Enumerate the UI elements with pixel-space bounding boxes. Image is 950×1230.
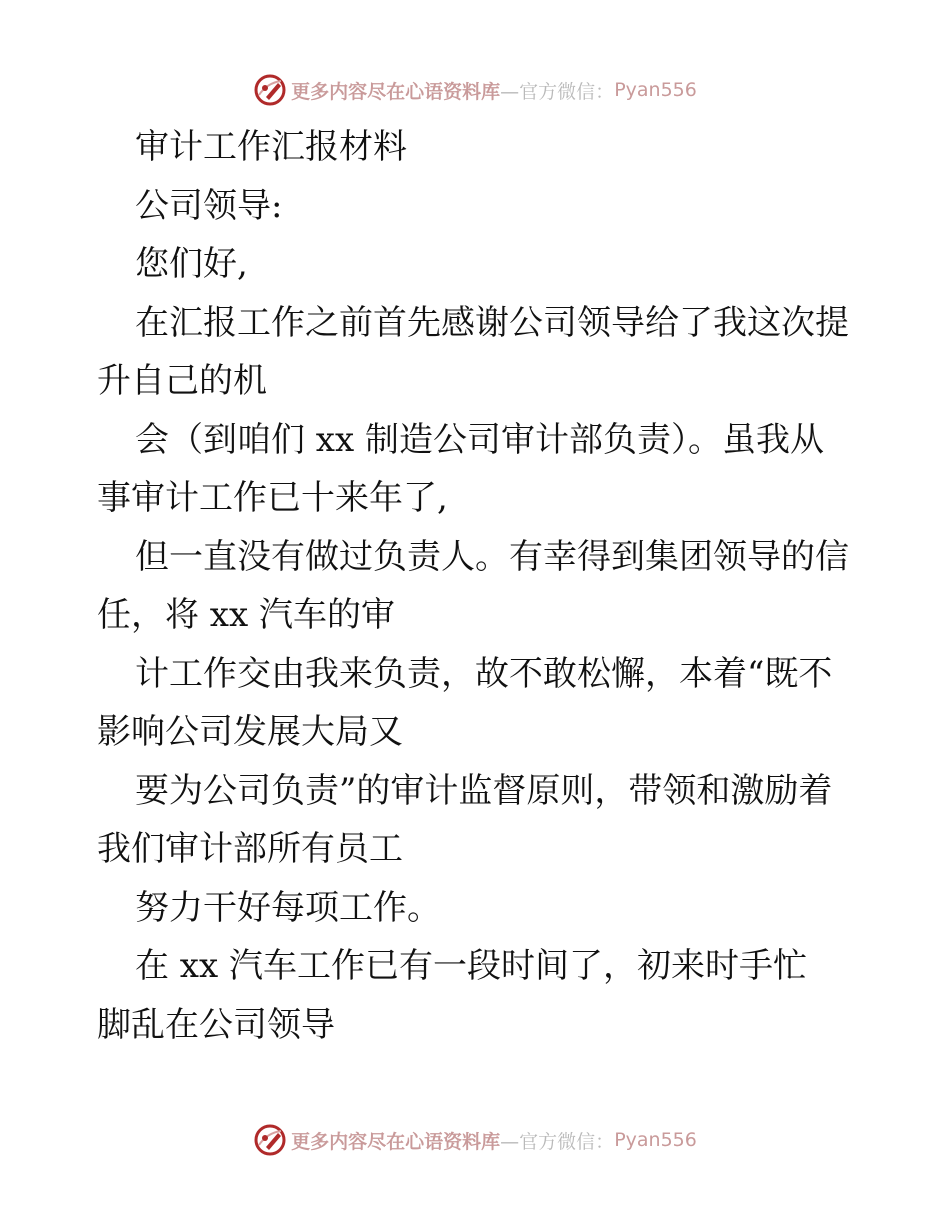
- doc-line: 升自己的机: [97, 361, 267, 401]
- document-body: [97, 118, 857, 1054]
- watermark-text: 更多内容尽在心语资料库: [291, 80, 501, 103]
- doc-line: 我们审计部所有员工: [97, 829, 403, 869]
- doc-line: 在汇报工作之前首先感谢公司领导给了我这次提: [135, 302, 849, 343]
- pen-swirl-logo-icon: [253, 1123, 287, 1157]
- doc-line: 努力干好每项工作。: [135, 887, 441, 928]
- watermark-separator: —官方微信：: [500, 80, 615, 103]
- doc-title: 审计工作汇报材料: [135, 127, 407, 167]
- doc-line: 事审计工作已十来年了,: [97, 478, 448, 518]
- doc-line: 要为公司负责”的审计监督原则，带领和激励着: [135, 770, 833, 811]
- watermark-account: Pyan556: [614, 79, 697, 101]
- watermark-account: Pyan556: [614, 1129, 697, 1151]
- pen-swirl-logo-icon: [253, 73, 287, 107]
- doc-line: 计工作交由我来负责，故不敢松懈，本着“既不: [135, 653, 833, 694]
- footer-watermark: [0, 1122, 950, 1158]
- doc-line: 会（到咱们 xx 制造公司审计部负责）。虽我从: [135, 419, 824, 460]
- doc-line: 影响公司发展大局又: [97, 712, 403, 752]
- doc-line: 但一直没有做过负责人。有幸得到集团领导的信: [135, 536, 849, 577]
- doc-line: 脚乱在公司领导: [97, 1004, 335, 1045]
- doc-salutation: 公司领导:: [135, 185, 283, 226]
- watermark-separator: —官方微信：: [500, 1130, 615, 1153]
- watermark-text: 更多内容尽在心语资料库: [291, 1130, 501, 1153]
- doc-line: 任，将 xx 汽车的审: [97, 595, 395, 635]
- header-watermark: [0, 72, 950, 108]
- doc-line: 在 xx 汽车工作已有一段时间了，初来时手忙: [135, 946, 807, 986]
- doc-greeting: 您们好,: [135, 244, 248, 284]
